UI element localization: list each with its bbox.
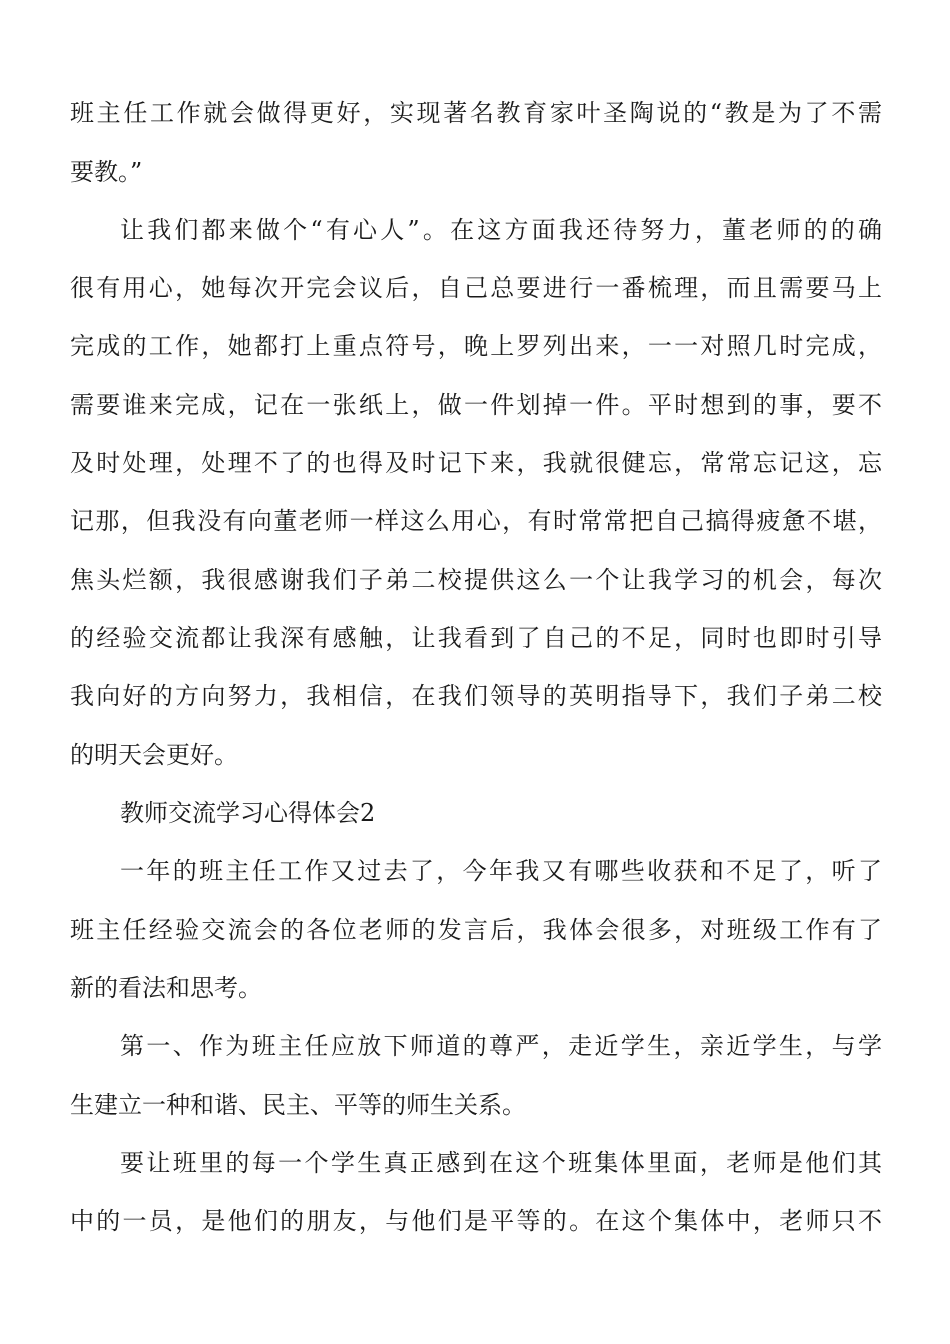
text-line: 要让班里的每一个学生真正感到在这个班集体里面，老师是他们其 — [120, 1149, 882, 1177]
text-line: 一年的班主任工作又过去了，今年我又有哪些收获和不足了，听了 — [120, 857, 882, 885]
text-line: 生建立一种和谐、民主、平等的师生关系。 — [70, 1091, 526, 1119]
text-line: 第一、作为班主任应放下师道的尊严，走近学生，亲近学生，与学 — [120, 1032, 882, 1060]
text-line: 让我们都来做个“有心人”。在这方面我还待努力，董老师的的确 — [120, 216, 882, 244]
text-line: 班主任工作就会做得更好，实现著名教育家叶圣陶说的“教是为了不需 — [70, 99, 882, 127]
section-heading: 教师交流学习心得体会2 — [120, 799, 376, 827]
text-line: 需要谁来完成，记在一张纸上，做一件划掉一件。平时想到的事，要不 — [70, 391, 882, 419]
text-line: 焦头烂额，我很感谢我们子弟二校提供这么一个让我学习的机会，每次 — [70, 566, 882, 594]
text-line: 班主任经验交流会的各位老师的发言后，我体会很多，对班级工作有了 — [70, 916, 882, 944]
text-line: 要教。” — [70, 158, 143, 186]
text-line: 的经验交流都让我深有感触，让我看到了自己的不足，同时也即时引导 — [70, 624, 882, 652]
text-line: 中的一员，是他们的朋友，与他们是平等的。在这个集体中，老师只不 — [70, 1207, 882, 1235]
text-line: 完成的工作，她都打上重点符号，晚上罗列出来，一一对照几时完成， — [70, 332, 882, 360]
text-line: 很有用心，她每次开完会议后，自己总要进行一番梳理，而且需要马上 — [70, 274, 882, 302]
text-line: 的明天会更好。 — [70, 741, 238, 769]
text-line: 我向好的方向努力，我相信，在我们领导的英明指导下，我们子弟二校 — [70, 682, 882, 710]
text-line: 及时处理，处理不了的也得及时记下来，我就很健忘，常常忘记这，忘 — [70, 449, 882, 477]
text-line: 新的看法和思考。 — [70, 974, 262, 1002]
text-line: 记那，但我没有向董老师一样这么用心，有时常常把自己搞得疲惫不堪， — [70, 507, 882, 535]
